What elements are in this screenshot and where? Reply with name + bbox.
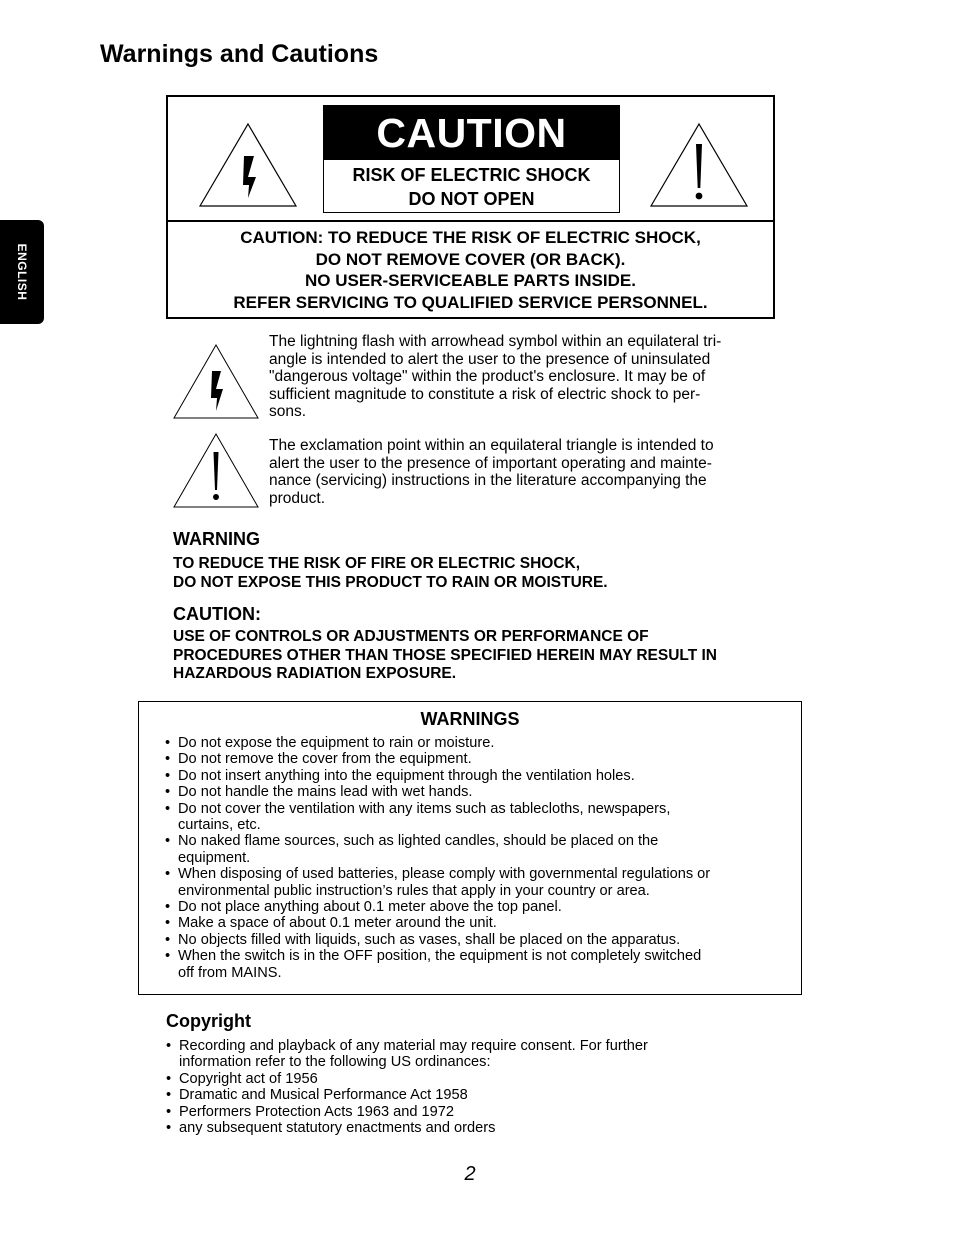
caution-heading: CAUTION: (173, 604, 261, 624)
warnings-box (138, 701, 802, 995)
caution-title: CAUTION (324, 106, 619, 160)
caution-instruction-line: NO USER-SERVICEABLE PARTS INSIDE. (305, 271, 636, 290)
caution-label-box (166, 95, 775, 319)
warning-heading: WARNING (173, 529, 260, 549)
list-item: • No objects filled with liquids, such as vases, shall be placed on the apparatus. (165, 932, 785, 948)
lightning-warning-triangle-icon (198, 122, 298, 209)
caution-instruction-line: DO NOT REMOVE COVER (OR BACK). (315, 249, 626, 269)
list-item: • Do not place anything about 0.1 meter above the top panel. (165, 899, 785, 915)
page-number: 2 (464, 1163, 476, 1185)
lightning-symbol-description: The lightning flash with arrowhead symbol within an equilateral tri- angle is intended to alert the user to the presence of uninsulated "dangerous voltage" within the product's enclosure. It may be of sufficient magnitude to constitute a risk of electric shock to per- sons. (269, 333, 722, 420)
list-item: • Make a space of about 0.1 meter around the unit. (165, 915, 785, 931)
warning-text: TO REDUCE THE RISK OF FIRE OR ELECTRIC SHOCK, DO NOT EXPOSE THIS PRODUCT TO RAIN OR MOISTURE. (173, 555, 608, 591)
copyright-heading: Copyright (166, 1011, 251, 1031)
lightning-warning-triangle-icon (173, 344, 259, 419)
list-item: • Copyright act of 1956 (166, 1071, 786, 1087)
warnings-list (165, 735, 785, 981)
caution-subtitle-line: DO NOT OPEN (408, 189, 535, 209)
caution-subtitle (324, 160, 619, 211)
list-item: • Do not expose the equipment to rain or moisture. (165, 735, 785, 751)
exclamation-symbol-description: The exclamation point within an equilateral triangle is intended to alert the user to the presence of important operating and mainte- nance (servicing) instructions in the literature accompanying the product. (269, 437, 714, 507)
list-item: • When disposing of used batteries, please comply with governmental regulations or environmental public instruction’s rules that apply in your country or area. (165, 866, 785, 899)
caution-label-header-row (168, 97, 773, 222)
list-item: • Do not insert anything into the equipment through the ventilation holes. (165, 768, 785, 784)
caution-text: USE OF CONTROLS OR ADJUSTMENTS OR PERFORMANCE OF PROCEDURES OTHER THAN THOSE SPECIFIED HEREIN MAY RESULT IN HAZARDOUS RADIATION EXPOSURE. (173, 628, 717, 682)
exclamation-warning-triangle-icon (173, 433, 259, 508)
list-item: • When the switch is in the OFF position, the equipment is not completely switched off from MAINS. (165, 948, 785, 981)
caution-instruction-line: CAUTION: TO REDUCE THE RISK OF ELECTRIC SHOCK, (240, 228, 701, 247)
caution-header (323, 105, 620, 213)
page-title: Warnings and Cautions (100, 40, 379, 68)
caution-instruction-line: REFER SERVICING TO QUALIFIED SERVICE PERSONNEL. (233, 292, 708, 312)
exclamation-warning-triangle-icon (649, 122, 749, 209)
list-item: • Do not cover the ventilation with any items such as tablecloths, newspapers, curtains, etc. (165, 801, 785, 834)
caution-instructions (168, 223, 773, 313)
list-item: • Performers Protection Acts 1963 and 1972 (166, 1104, 786, 1120)
list-item: • Do not handle the mains lead with wet hands. (165, 784, 785, 800)
language-tab-label: ENGLISH (15, 243, 29, 301)
list-item: • No naked flame sources, such as lighted candles, should be placed on the equipment. (165, 833, 785, 866)
warnings-title: WARNINGS (420, 709, 520, 729)
language-tab (0, 220, 44, 324)
list-item: • Do not remove the cover from the equipment. (165, 751, 785, 767)
list-item: • Recording and playback of any material may require consent. For further information refer to the following US ordinances: (166, 1038, 786, 1071)
caution-subtitle-line: RISK OF ELECTRIC SHOCK (352, 165, 591, 185)
list-item: • Dramatic and Musical Performance Act 1958 (166, 1087, 786, 1103)
list-item: • any subsequent statutory enactments and orders (166, 1120, 786, 1136)
copyright-list (166, 1038, 786, 1136)
